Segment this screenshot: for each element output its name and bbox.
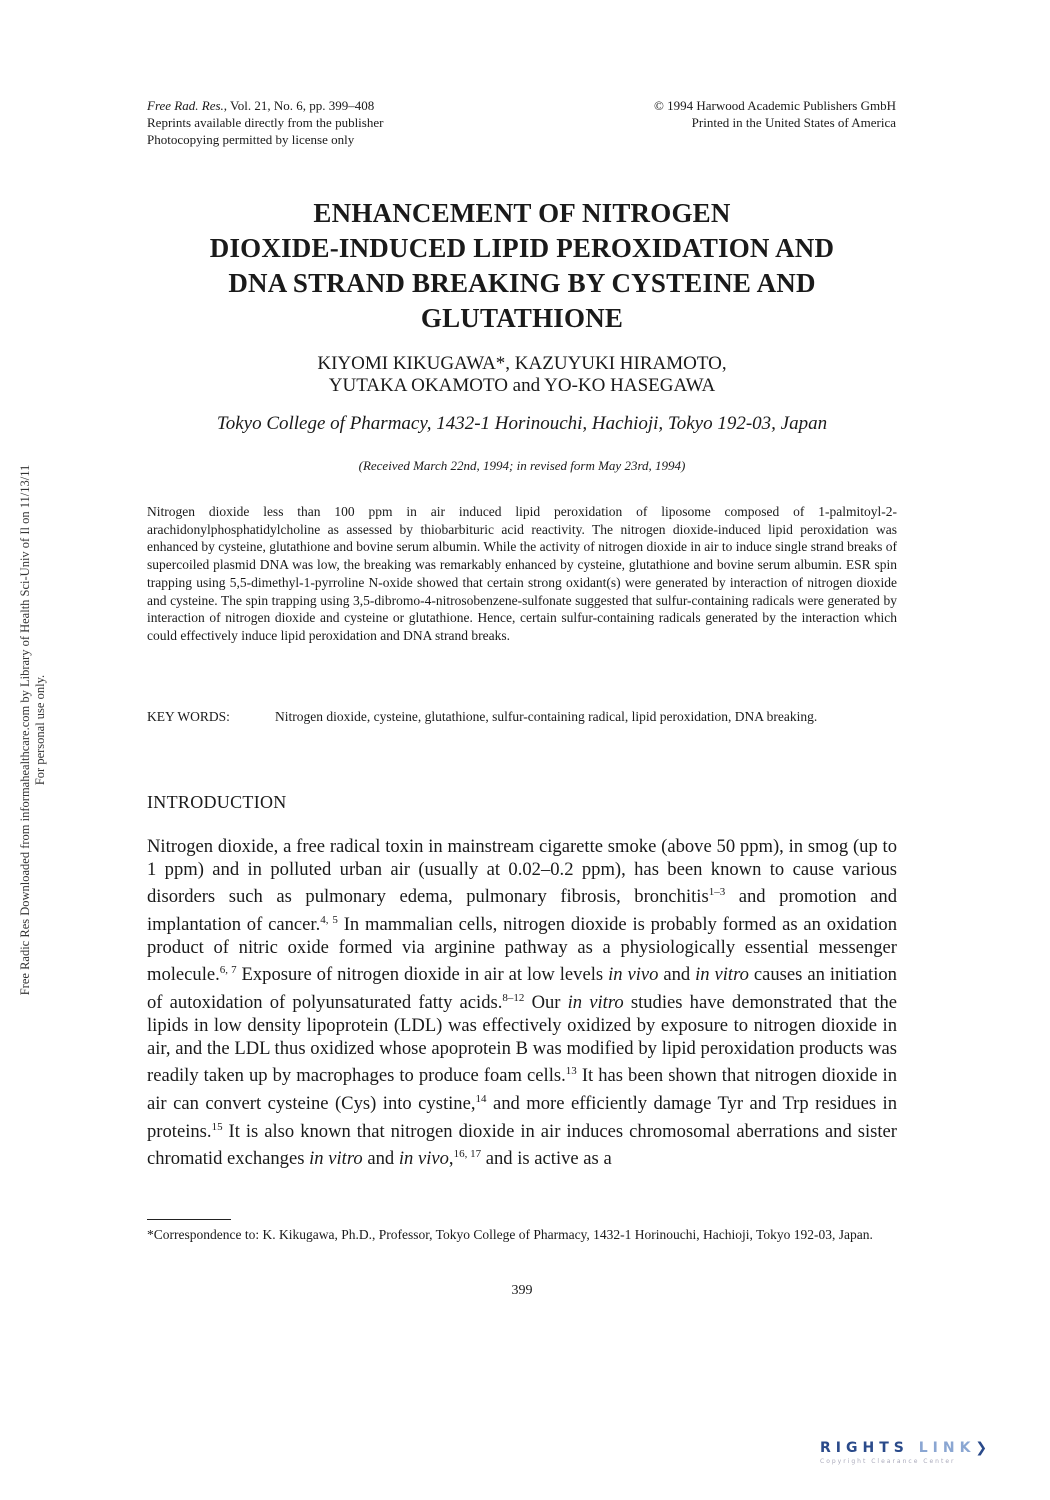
citation-ref: 14 — [475, 1092, 487, 1105]
watermark-line: Free Radic Res Downloaded from informahealthcare.com by Library of Health Sci-Univ of Il on 11/13/11 — [18, 464, 32, 996]
body-text-run: studies have demonstrated that the lipids in low density lipoprotein (LDL) was effectively oxidized by exposure to nitrogen dioxide in air, and the LDL thus oxidized whose apoprotein B was modified by lipid peroxidation products was readily taken up by macrophages to produce foam cells. — [147, 992, 898, 1087]
citation-ref: 8–12 — [502, 992, 525, 1005]
body-text-run: , — [448, 1148, 454, 1170]
body-text-run: and is active as a — [481, 1148, 612, 1170]
body-text-run: Our — [524, 992, 568, 1014]
introduction-body — [147, 836, 897, 1171]
rightslink-dark: RIGHTS — [820, 1440, 909, 1456]
rightslink-tagline: Copyright Clearance Center — [820, 1458, 956, 1465]
printed-line: Printed in the United States of America — [691, 115, 896, 130]
abstract: Nitrogen dioxide less than 100 ppm in air induced lipid peroxidation of liposome composed of 1-palmitoyl-2-arachidonylphosphatidylcholine as assessed by thiobarbituric acid reactivity. The nitrogen dioxide-induced lipid peroxidation was enhanced by cysteine, glutathione and bovine serum albumin. While the activity of nitrogen dioxide in air to induce single strand breaks of supercoiled plasmid DNA was low, the breaking was remarkably enhanced by cysteine, glutathione and bovine serum albumin. ESR spin trapping using 5,5-dimethyl-1-pyrroline N-oxide showed that certain strong oxidant(s) were generated by interaction of nitrogen dioxide and cysteine. The spin trapping using 3,5-dibromo-4-nitrosobenzene-sulfonate suggested that sulfur-containing radicals were generated by interaction of nitrogen dioxide and cysteine or glutathione. Hence, certain sulfur-containing radicals generated by the interaction which could effectively induce lipid peroxidation and DNA strand breaks. — [147, 504, 897, 643]
title-line: ENHANCEMENT OF NITROGEN — [313, 198, 731, 228]
page-number: 399 — [511, 1283, 533, 1298]
journal-header-right — [560, 97, 896, 131]
watermark-line: For personal use only. — [33, 674, 47, 786]
body-text-run: causes an initiation of autoxidation of polyunsaturated fatty acids. — [147, 964, 897, 1014]
author-line: KIYOMI KIKUGAWA*, KAZUYUKI HIRAMOTO, — [317, 353, 727, 374]
citation-ref: 1–3 — [708, 886, 726, 899]
body-text-run: and more efficiently damage Tyr and Trp residues in proteins. — [147, 1093, 897, 1142]
italic-term: in vitro — [567, 992, 624, 1014]
title-line: DIOXIDE-INDUCED LIPID PEROXIDATION AND — [209, 233, 835, 263]
body-text-run: and — [658, 964, 696, 986]
paper-title — [147, 196, 897, 336]
italic-term: in vitro — [695, 964, 749, 986]
reprints-note: Reprints available directly from the publisher — [147, 115, 384, 130]
journal-header-left — [147, 97, 567, 148]
copyright-line: © 1994 Harwood Academic Publishers GmbH — [653, 98, 896, 113]
keywords-block — [147, 708, 897, 726]
title-line: DNA STRAND BREAKING BY CYSTEINE AND — [228, 268, 816, 298]
author-line: YUTAKA OKAMOTO and YO-KO HASEGAWA — [328, 375, 716, 396]
italic-term: in vitro — [309, 1148, 363, 1170]
citation-ref: 16, 17 — [453, 1148, 482, 1161]
rightslink-logo[interactable] — [820, 1440, 1020, 1480]
affiliation: Tokyo College of Pharmacy, 1432-1 Horinouchi, Hachioji, Tokyo 192-03, Japan — [216, 413, 828, 434]
journal-citation — [147, 97, 567, 114]
body-text-run: It has been shown that nitrogen dioxide in air can convert cysteine (Cys) into cystine, — [147, 1065, 897, 1115]
italic-term: in vivo — [608, 964, 659, 986]
body-text-run: It is also known that nitrogen dioxide in air induces chromosomal aberrations and sister chromatid exchanges — [147, 1120, 897, 1170]
keywords-text: Nitrogen dioxide, cysteine, glutathione, sulfur-containing radical, lipid peroxidation, DNA breaking. — [275, 709, 818, 724]
rightslink-arrow-icon: ❯ — [975, 1440, 993, 1456]
citation-ref: 4, 5 — [320, 913, 338, 926]
received-dates: (Received March 22nd, 1994; in revised form May 23rd, 1994) — [358, 458, 686, 473]
footnote-divider — [147, 1219, 231, 1220]
title-line: GLUTATHIONE — [420, 303, 624, 333]
photocopy-note: Photocopying permitted by license only — [147, 132, 355, 147]
body-text-run: Exposure of nitrogen dioxide in air at low levels — [236, 964, 609, 986]
citation-ref: 13 — [565, 1065, 577, 1078]
keywords-label: KEY WORDS: — [147, 709, 230, 724]
body-text-run: Nitrogen dioxide, a free radical toxin in mainstream cigarette smoke (above 50 ppm), in smog (up to 1 ppm) and in polluted urban air (usually at 0.02–0.2 ppm), has been known to cause various disorders such as pulmonary edema, pulmonary fibrosis, bronchitis — [147, 836, 897, 908]
journal-name: Free Rad. Res. — [147, 98, 224, 113]
correspondence-footnote: *Correspondence to: K. Kikugawa, Ph.D., Professor, Tokyo College of Pharmacy, 1432-1 Horinouchi, Hachioji, Tokyo 192-03, Japan. — [147, 1227, 873, 1242]
journal-volume-pages: , Vol. 21, No. 6, pp. 399–408 — [223, 98, 375, 113]
body-text-run: and — [362, 1148, 399, 1170]
author-list — [147, 353, 897, 397]
italic-term: in vivo — [398, 1148, 449, 1170]
rightslink-light: LINK — [918, 1440, 976, 1456]
download-watermark — [18, 380, 48, 1080]
body-text-run: and promotion and implantation of cancer. — [147, 886, 898, 936]
citation-ref: 6, 7 — [219, 964, 237, 977]
body-text-run: In mammalian cells, nitrogen dioxide is probably formed as an oxidation product of nitric oxide formed via arginine pathway as a physiologically essential messenger molecule. — [147, 914, 897, 986]
section-heading-introduction: INTRODUCTION — [147, 792, 287, 812]
rightslink-wordmark — [820, 1440, 1020, 1456]
citation-ref: 15 — [211, 1120, 223, 1133]
